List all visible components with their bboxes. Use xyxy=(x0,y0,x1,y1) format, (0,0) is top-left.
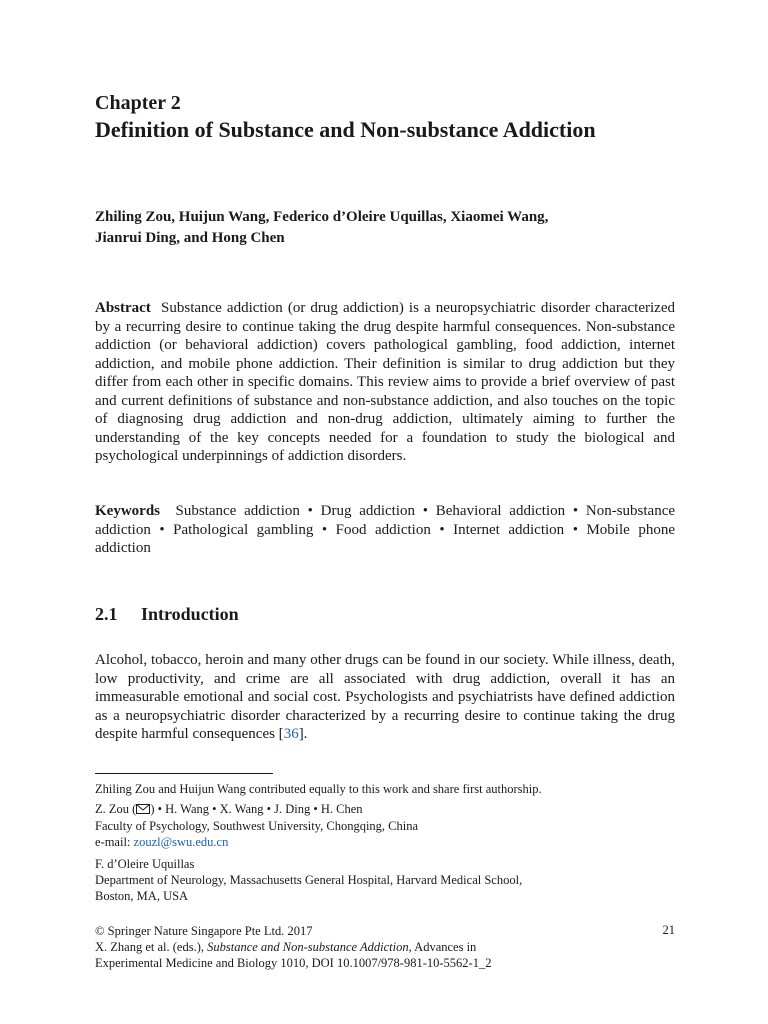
chapter-title: Definition of Substance and Non-substance Addiction xyxy=(95,117,596,142)
keywords xyxy=(95,502,675,558)
author-line-2: Jianrui Ding, and Hong Chen xyxy=(95,230,285,246)
email-label: e-mail: xyxy=(95,835,134,849)
citation-link[interactable]: 36 xyxy=(283,726,299,742)
page-number: 21 xyxy=(662,923,675,937)
footnote-equal-contribution: Zhiling Zou and Huijun Wang contributed equally to this work and share first authorship. xyxy=(95,782,542,796)
affiliation-1 xyxy=(95,801,675,850)
abstract-label: Abstract xyxy=(95,300,151,316)
affil1-department: Faculty of Psychology, Southwest University, Chongqing, China xyxy=(95,819,419,833)
author-list xyxy=(95,207,675,249)
keywords-text: Substance addiction • Drug addiction • Behavioral addiction • Non-substance addiction • Pathological gambling • Food addiction • Internet addiction • Mobile phone addiction xyxy=(95,503,676,556)
author-line-1: Zhiling Zou, Huijun Wang, Federico d’Oleire Uquillas, Xiaomei Wang, xyxy=(95,209,549,225)
keywords-label: Keywords xyxy=(95,503,160,519)
section-title: Introduction xyxy=(141,604,239,624)
envelope-icon xyxy=(136,802,150,818)
chapter-label: Chapter 2 xyxy=(95,92,181,114)
publication-info xyxy=(95,923,675,971)
copyright: © Springer Nature Singapore Pte Ltd. 2017 xyxy=(95,924,313,938)
book-info-b: , Advances in xyxy=(408,940,477,954)
book-info-a: X. Zhang et al. (eds.), xyxy=(95,940,208,954)
series-doi: Experimental Medicine and Biology 1010, DOI 10.1007/978-981-10-5562-1_2 xyxy=(95,956,492,970)
email-link[interactable]: zouzl@swu.edu.cn xyxy=(133,835,229,849)
affiliation-2 xyxy=(95,856,675,904)
footnote-divider xyxy=(95,773,273,774)
intro-paragraph xyxy=(95,651,675,744)
affil2-author: F. d’Oleire Uquillas xyxy=(95,857,195,871)
section-heading xyxy=(95,604,239,625)
abstract xyxy=(95,299,675,466)
intro-end: ]. xyxy=(298,726,308,742)
affil1-authors-a: Z. Zou ( xyxy=(95,802,137,816)
affil2-city: Boston, MA, USA xyxy=(95,889,189,903)
book-title: Substance and Non-substance Addiction xyxy=(207,940,409,954)
section-number: 2.1 xyxy=(95,604,118,624)
abstract-text: Substance addiction (or drug addiction) is a neuropsychiatric disorder characterized by a recurring desire to continue taking the drug despite harmful consequences. Non-substance addiction (or behavioral addiction) covers pathological gambling, food addiction, internet addiction, and mobile phone addiction. Their definition is similar to drug addiction but they differ from each other in specific domains. This review aims to provide a brief overview of past and current definitions of substance and non-substance addiction, and also touches on the topic of diagnosing drug addiction and non-drug addiction, ultimately aiming to further the understanding of the key concepts needed for a foundation to study the biological and psychological underpinnings of addiction disorders. xyxy=(95,300,675,464)
affil2-department: Department of Neurology, Massachusetts General Hospital, Harvard Medical School, xyxy=(95,873,523,887)
intro-text: Alcohol, tobacco, heroin and many other drugs can be found in our society. While illness, death, low productivity, and crime are all associated with drug addiction, overall it has an immeasurable emotional and social cost. Psychologists and psychiatrists have defined addiction as a neuropsychiatric disorder characterized by a recurring desire to continue taking the drug despite harmful consequences [ xyxy=(95,652,675,742)
book-page xyxy=(95,0,675,1024)
affil1-authors-b: ) • H. Wang • X. Wang • J. Ding • H. Chen xyxy=(150,802,363,816)
